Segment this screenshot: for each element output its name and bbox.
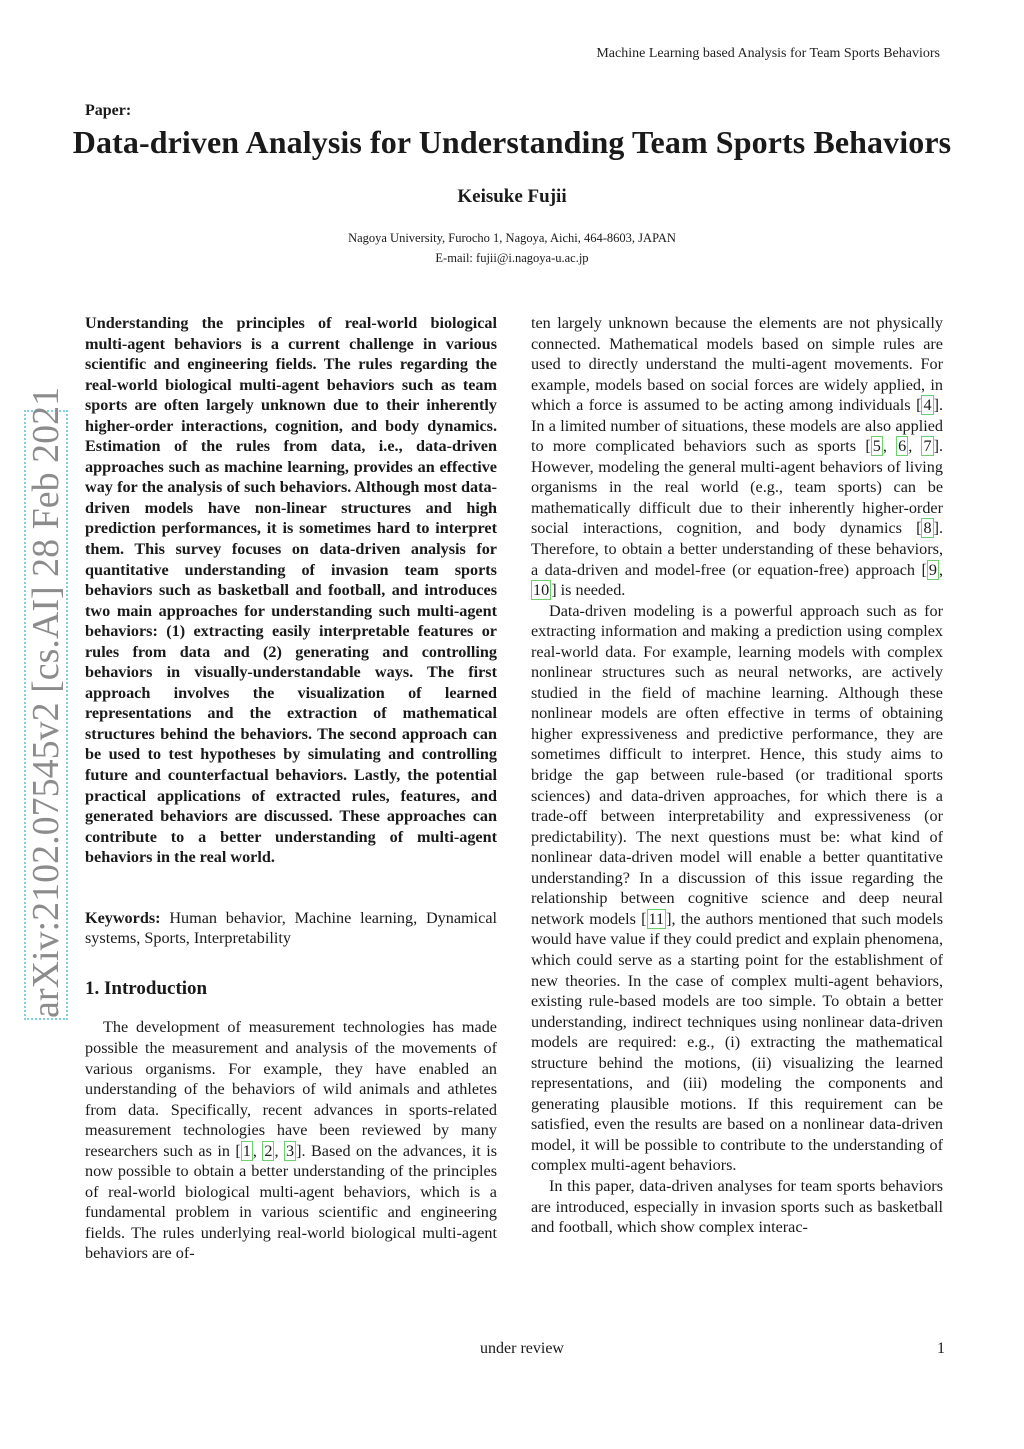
arxiv-stamp[interactable]: arXiv:2102.07545v2 [cs.AI] 28 Feb 2021: [25, 386, 67, 1018]
keywords: [85, 908, 497, 949]
citation-link[interactable]: 11: [648, 909, 665, 928]
citation-link[interactable]: 5: [872, 437, 881, 456]
paper-type-label: Paper:: [85, 102, 132, 119]
paper-title: Data-driven Analysis for Understanding Team Sports Behaviors: [72, 124, 952, 160]
abstract: Understanding the principles of real-world biological multi-agent behaviors is a current challenge in various scientific and engineering fields. The rules regarding the real-world biological multi-agent behaviors such as team sports are often largely unknown due to their inherently higher-order interactions, cognition, and body dynamics. Estimation of the rules from data, i.e., data-driven approaches such as machine learning, provides an effective way for the analysis of such behaviors. Although most data-driven models have non-linear structures and high prediction performances, it is sometimes hard to interpret them. This survey focuses on data-driven analysis for quantitative understanding of invasion team sports behaviors such as basketball and football, and introduces two main approaches for understanding such multi-agent behaviors: (1) extracting easily interpretable features or rules from data and (2) generating and controlling behaviors in visually-understandable ways. The first approach involves the visualization of learned representations and the extraction of mathematical structures behind the behaviors. The second approach can be used to test hypotheses by simulating and controlling future and counterfactual behaviors. Lastly, the potential practical applications of extracted rules, features, and generated behaviors are discussed. These approaches can contribute to a better understanding of multi-agent behaviors in the real world.: [85, 314, 497, 867]
body-paragraph: Data-driven modeling is a powerful approach such as for extracting information and making a prediction using complex real-world data. For example, learning models with complex nonlinear structures such as neural networks, are actively studied in the field of machine learning. Although these nonlinear models are often effective in terms of obtaining higher expressiveness and predictive performance, they are sometimes difficult to interpret. Hence, this study aims to bridge the gap between rule-based (or traditional sports sciences) and data-driven approaches, for which there is a trade-off between interpretability and expressiveness (or predictability). The next questions must be: what kind of nonlinear data-driven model will enable a better quantitative understanding? In a discussion of this issue regarding the relationship between cognitive science and deep neural network models [ 11 ], the authors mentioned that such models would have value if they could predict and explain phenomena, which could serve as a starting point for the establishment of new theories. In the case of complex multi-agent behaviors, existing rule-based models are too simple. To obtain a better understanding, indirect techniques using nonlinear data-driven models are required: e.g., (i) extracting the mathematical structure behind the motions, (ii) visualizing the learned representations, and (iii) modeling the components and generating plausible motions. If this requirement can be satisfied, even the results are based on a nonlinear data-driven model, it will be possible to contribute to the understanding of complex multi-agent behaviors.: [531, 601, 944, 1175]
keywords-label: Keywords:: [85, 908, 161, 927]
citation-link[interactable]: 3: [286, 1141, 295, 1160]
right-column: [531, 313, 943, 1238]
page-number: 1: [937, 1340, 945, 1357]
citation-link[interactable]: 4: [923, 396, 932, 415]
citation-link[interactable]: 6: [898, 437, 907, 456]
citation-link[interactable]: 10: [533, 581, 550, 600]
body-paragraph: ten largely unknown because the elements are not physically connected. Mathematical models based on simple rules are used to directly understand the multi-agent movements. For example, models based on social forces are widely applied, in which a force is assumed to be acting among individuals [ 4 ]. In a limited number of situations, these models are also applied to more complicated behaviors such as sports [ 5 , 6 , 7 ]. However, modeling the general multi-agent behaviors of living organisms in the real world (e.g., team sports) can be mathematically difficult due to their inherently higher-order social interactions, cognition, and body dynamics [ 8 ]. Therefore, to obtain a better understanding of these behaviors, a data-driven and model-free (or equation-free) approach [ 9 , 10 ] is needed.: [531, 314, 944, 600]
email[interactable]: E-mail: fujii@i.nagoya-u.ac.jp: [435, 251, 589, 265]
author-name: Keisuke Fujii: [457, 186, 567, 207]
citation-link[interactable]: 1: [242, 1141, 251, 1160]
intro-paragraph-1: The development of measurement technologies has made possible the measurement and analysis of the movements of various organisms. For example, they have enabled an understanding of the behaviors of wild animals and athletes from data. Specifically, recent advances in sports-related measurement technologies have been reviewed by many researchers such as in [ 1 , 2 , 3 ]. Based on the advances, it is now possible to obtain a better understanding of the principles of real-world biological multi-agent behaviors, which is a fundamental problem in various scientific and engineering fields. The rules underlying real-world biological multi-agent behaviors are of-: [85, 1018, 497, 1263]
affiliation: Nagoya University, Furocho 1, Nagoya, Aichi, 464-8603, JAPAN: [348, 231, 676, 245]
keywords-text: Human behavior, Machine learning, Dynamical systems, Sports, Interpretability: [85, 908, 497, 948]
left-column: [85, 313, 497, 1264]
body-paragraph: In this paper, data-driven analyses for team sports behaviors are introduced, especially in invasion sports such as basketball and football, which show complex interac-: [531, 1176, 943, 1237]
citation-link[interactable]: 8: [923, 519, 932, 538]
affiliation-block: [0, 228, 1024, 268]
section-heading-introduction: 1. Introduction: [85, 977, 208, 999]
citation-link[interactable]: 9: [928, 560, 937, 579]
footer-status: under review: [480, 1340, 564, 1357]
citation-link[interactable]: 7: [923, 437, 932, 456]
running-head: Machine Learning based Analysis for Team Sports Behaviors: [596, 46, 940, 61]
citation-link[interactable]: 2: [264, 1141, 273, 1160]
